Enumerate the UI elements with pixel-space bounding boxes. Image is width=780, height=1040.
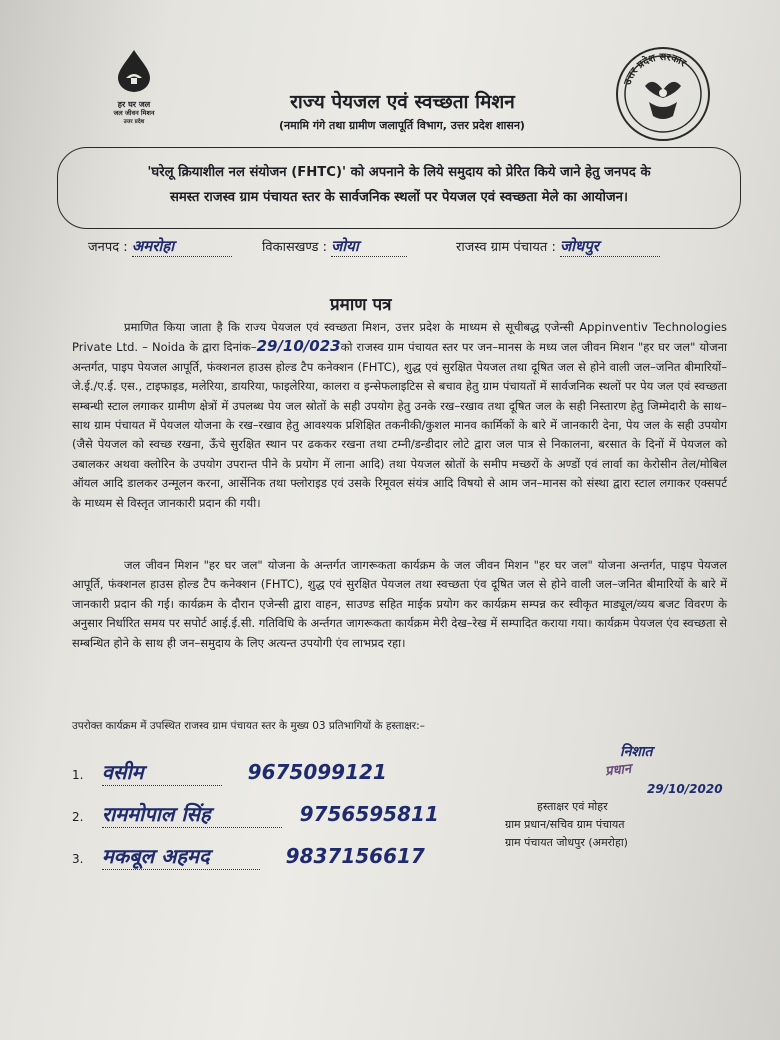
block-value: जोया bbox=[331, 236, 407, 257]
participant-row bbox=[72, 842, 425, 870]
paragraph-2-text: जल जीवन मिशन "हर घर जल" योजना के अन्तर्गत जागरूकता कार्यक्रम के जल जीवन मिशन "हर घर जल" योजना अन्तर्गत, पाइप पेयजल आपूर्ति, फंक्शनल हाउस होल्ड टैप कनेक्शन (FHTC), शुद्ध एवं सुरक्षित पेयजल तथा स्वच्छता एंव दूषित जल से होने वाली जल–जनित बीमारियों के बारे में जानकारी प्रदान की गई। कार्यक्रम के दौरान एजेन्सी द्वारा वाहन, साउण्ड सहित माईक प्रयोग कर कार्यक्रम सम्पन्न कर स्वीकृत माड्यूल/व्यय बजट विवरण के अनुसार निर्धारित समय पर सपोर्ट आई.ई.सी. गतिविधि के अर्न्तगत जागरूकता कार्यक्रम मेरी देख–रेख में सम्पादित कराया गया। कार्यक्रम पेयजल एंव स्वच्छता से सम्बन्धित होने के साथ ही जन–समुदाय के लिए अत्यन्त उपयोगी एंव लाभप्रद रहा। bbox=[72, 558, 727, 650]
participant-row bbox=[72, 758, 387, 786]
stamp-line: ग्राम पंचायत जोधपुर (अमरोहा) bbox=[505, 836, 628, 849]
page-title: राज्य पेयजल एवं स्वच्छता मिशन bbox=[290, 91, 515, 113]
emblem-seal-icon bbox=[615, 46, 711, 142]
participant-name: राममोपाल सिंह bbox=[102, 800, 282, 828]
stamp-line: ग्राम प्रधान/सचिव ग्राम पंचायत bbox=[505, 818, 625, 831]
logo-text-line: उत्तर प्रदेश bbox=[123, 119, 145, 125]
participant-name: मकबूल अहमद bbox=[102, 842, 260, 870]
district-field bbox=[88, 236, 232, 257]
paragraph-1-text: प्रमाणित किया जाता है कि राज्य पेयजल एवं स्वच्छता मिशन, उत्तर प्रदेश के माध्यम से सूचीबद्ध एजेन्सी Appinventiv Technologies Private Ltd. – Noida के द्वारा दिनांक– bbox=[72, 320, 727, 355]
participant-number: 3. bbox=[72, 852, 84, 866]
paragraph-1-text: को राजस्व ग्राम पंचायत स्तर पर जन–मानस के मध्य जल जीवन मिशन "हर घर जल" योजना अन्तर्गत, पाइप पेयजल आपूर्ति, फंक्शनल हाउस होल्ड टैप कनेक्शन (FHTC), शुद्ध एवं सुरक्षित पेयजल तथा दूषित जल से होने वाली जल–जनित बीमारियों–जे.ई./ए.ई. एस., टाइफाइड, मलेरिया, डायरिया, फाइलेरिया, कालरा व इन्सेफलाइटिस से बचाव हेतु ग्राम पंचायतों में सार्वजनिक स्थलों पर पेय जल एवं स्वच्छता सम्बन्धी स्टाल लगाकर ग्रामीण क्षेत्रों में उपलब्ध पेय जल स्रोतों के सही उपयोग हेतु उनके रख–रखाव तथा दूषित जल के सही निस्तारण हेतु जिम्मेदारी के साथ–साथ ग्राम पंचायत में पेयजल योजना के रख–रखाव हेतु आवश्यक प्रशिक्षित तकनीकी/कुशल मानव कार्मिकों के बारे में जानकारी देना, पेय जल के सही उपयोग (जैसे पेयजल को स्वच्छ रखना, ऊँचे सुरक्षित स्थान पर ढककर रखना तथा टम्नी/डन्डीदार लोटे द्वारा जल पात्र से निकालना, बरसात के दिनों में पेयजल को उबालकर अथवा क्लोरिन के उपयोग उपरान्त पीने के प्रयोग में लाना आदि) तथा पेयजल स्रोतों के समीप मच्छरों के अण्डों एवं लार्वा का केरोसीन तेल/मोबिल ऑयल आदि डालकर उन्मूलन करना, आर्सेनिक तथा फ्लोराइड एवं उसके रिमूवल संयंत्र आदि विषयो से आम जन–मानस को संस्था द्वारा स्टाल लगाकर एक्सपर्ट के माध्यम से विस्तृत जानकारी प्रदान की गयी। bbox=[72, 340, 728, 510]
participant-row bbox=[72, 800, 439, 828]
event-title-line: समस्त राजस्व ग्राम पंचायत स्तर के सार्वजनिक स्थलों पर पेयजल एवं स्वच्छता मेले का आयोजन। bbox=[170, 190, 628, 205]
emblem-text: उत्तर प्रदेश सरकार bbox=[622, 52, 688, 87]
paragraph-1 bbox=[72, 318, 727, 513]
block-field bbox=[262, 236, 407, 257]
jjm-logo bbox=[98, 48, 170, 127]
signatures-intro: उपरोक्त कार्यक्रम में उपस्थित राजस्व ग्राम पंचायत स्तर के मुख्य 03 प्रतिभागियों के हस्ताक्षर:– bbox=[72, 720, 425, 732]
participant-name: वसीम bbox=[102, 758, 222, 786]
event-title-box bbox=[57, 147, 741, 229]
panchayat-label: राजस्व ग्राम पंचायत : bbox=[456, 240, 556, 255]
participant-number: 2. bbox=[72, 810, 84, 824]
block-label: विकासखण्ड : bbox=[262, 240, 328, 255]
participant-phone: 9756595811 bbox=[299, 802, 439, 826]
up-govt-emblem bbox=[615, 46, 711, 142]
certificate-title: प्रमाण पत्र bbox=[330, 295, 392, 315]
district-value: अमरोहा bbox=[132, 236, 232, 257]
logo-text-line: हर घर जल bbox=[117, 100, 151, 109]
sign-stamp-label: हस्ताक्षर एवं मोहर bbox=[537, 800, 608, 813]
paragraph-2 bbox=[72, 556, 727, 653]
handwritten-signature: निशात bbox=[620, 744, 653, 760]
water-drop-icon bbox=[98, 48, 170, 92]
page-subtitle: (नमामि गंगे तथा ग्रामीण जलापूर्ति विभाग, उत्तर प्रदेश शासन) bbox=[279, 119, 525, 132]
handwritten-date: 29/10/2020 bbox=[647, 782, 723, 796]
participant-number: 1. bbox=[72, 768, 84, 782]
event-title-line: 'घरेलू क्रियाशील नल संयोजन (FHTC)' को अपनाने के लिये समुदाय को प्रेरित किये जाने हेतु जनपद के bbox=[147, 165, 651, 180]
program-date: 29/10/023 bbox=[256, 337, 341, 356]
panchayat-value: जोधपुर bbox=[560, 236, 660, 257]
stamp-word: प्रधान bbox=[604, 761, 632, 780]
logo-text-line: जल जीवन मिशन bbox=[113, 109, 155, 117]
official-stamp-area bbox=[505, 742, 745, 862]
participant-phone: 9675099121 bbox=[247, 760, 387, 784]
district-label: जनपद : bbox=[88, 240, 128, 255]
participant-phone: 9837156617 bbox=[285, 844, 425, 868]
panchayat-field bbox=[456, 236, 660, 257]
